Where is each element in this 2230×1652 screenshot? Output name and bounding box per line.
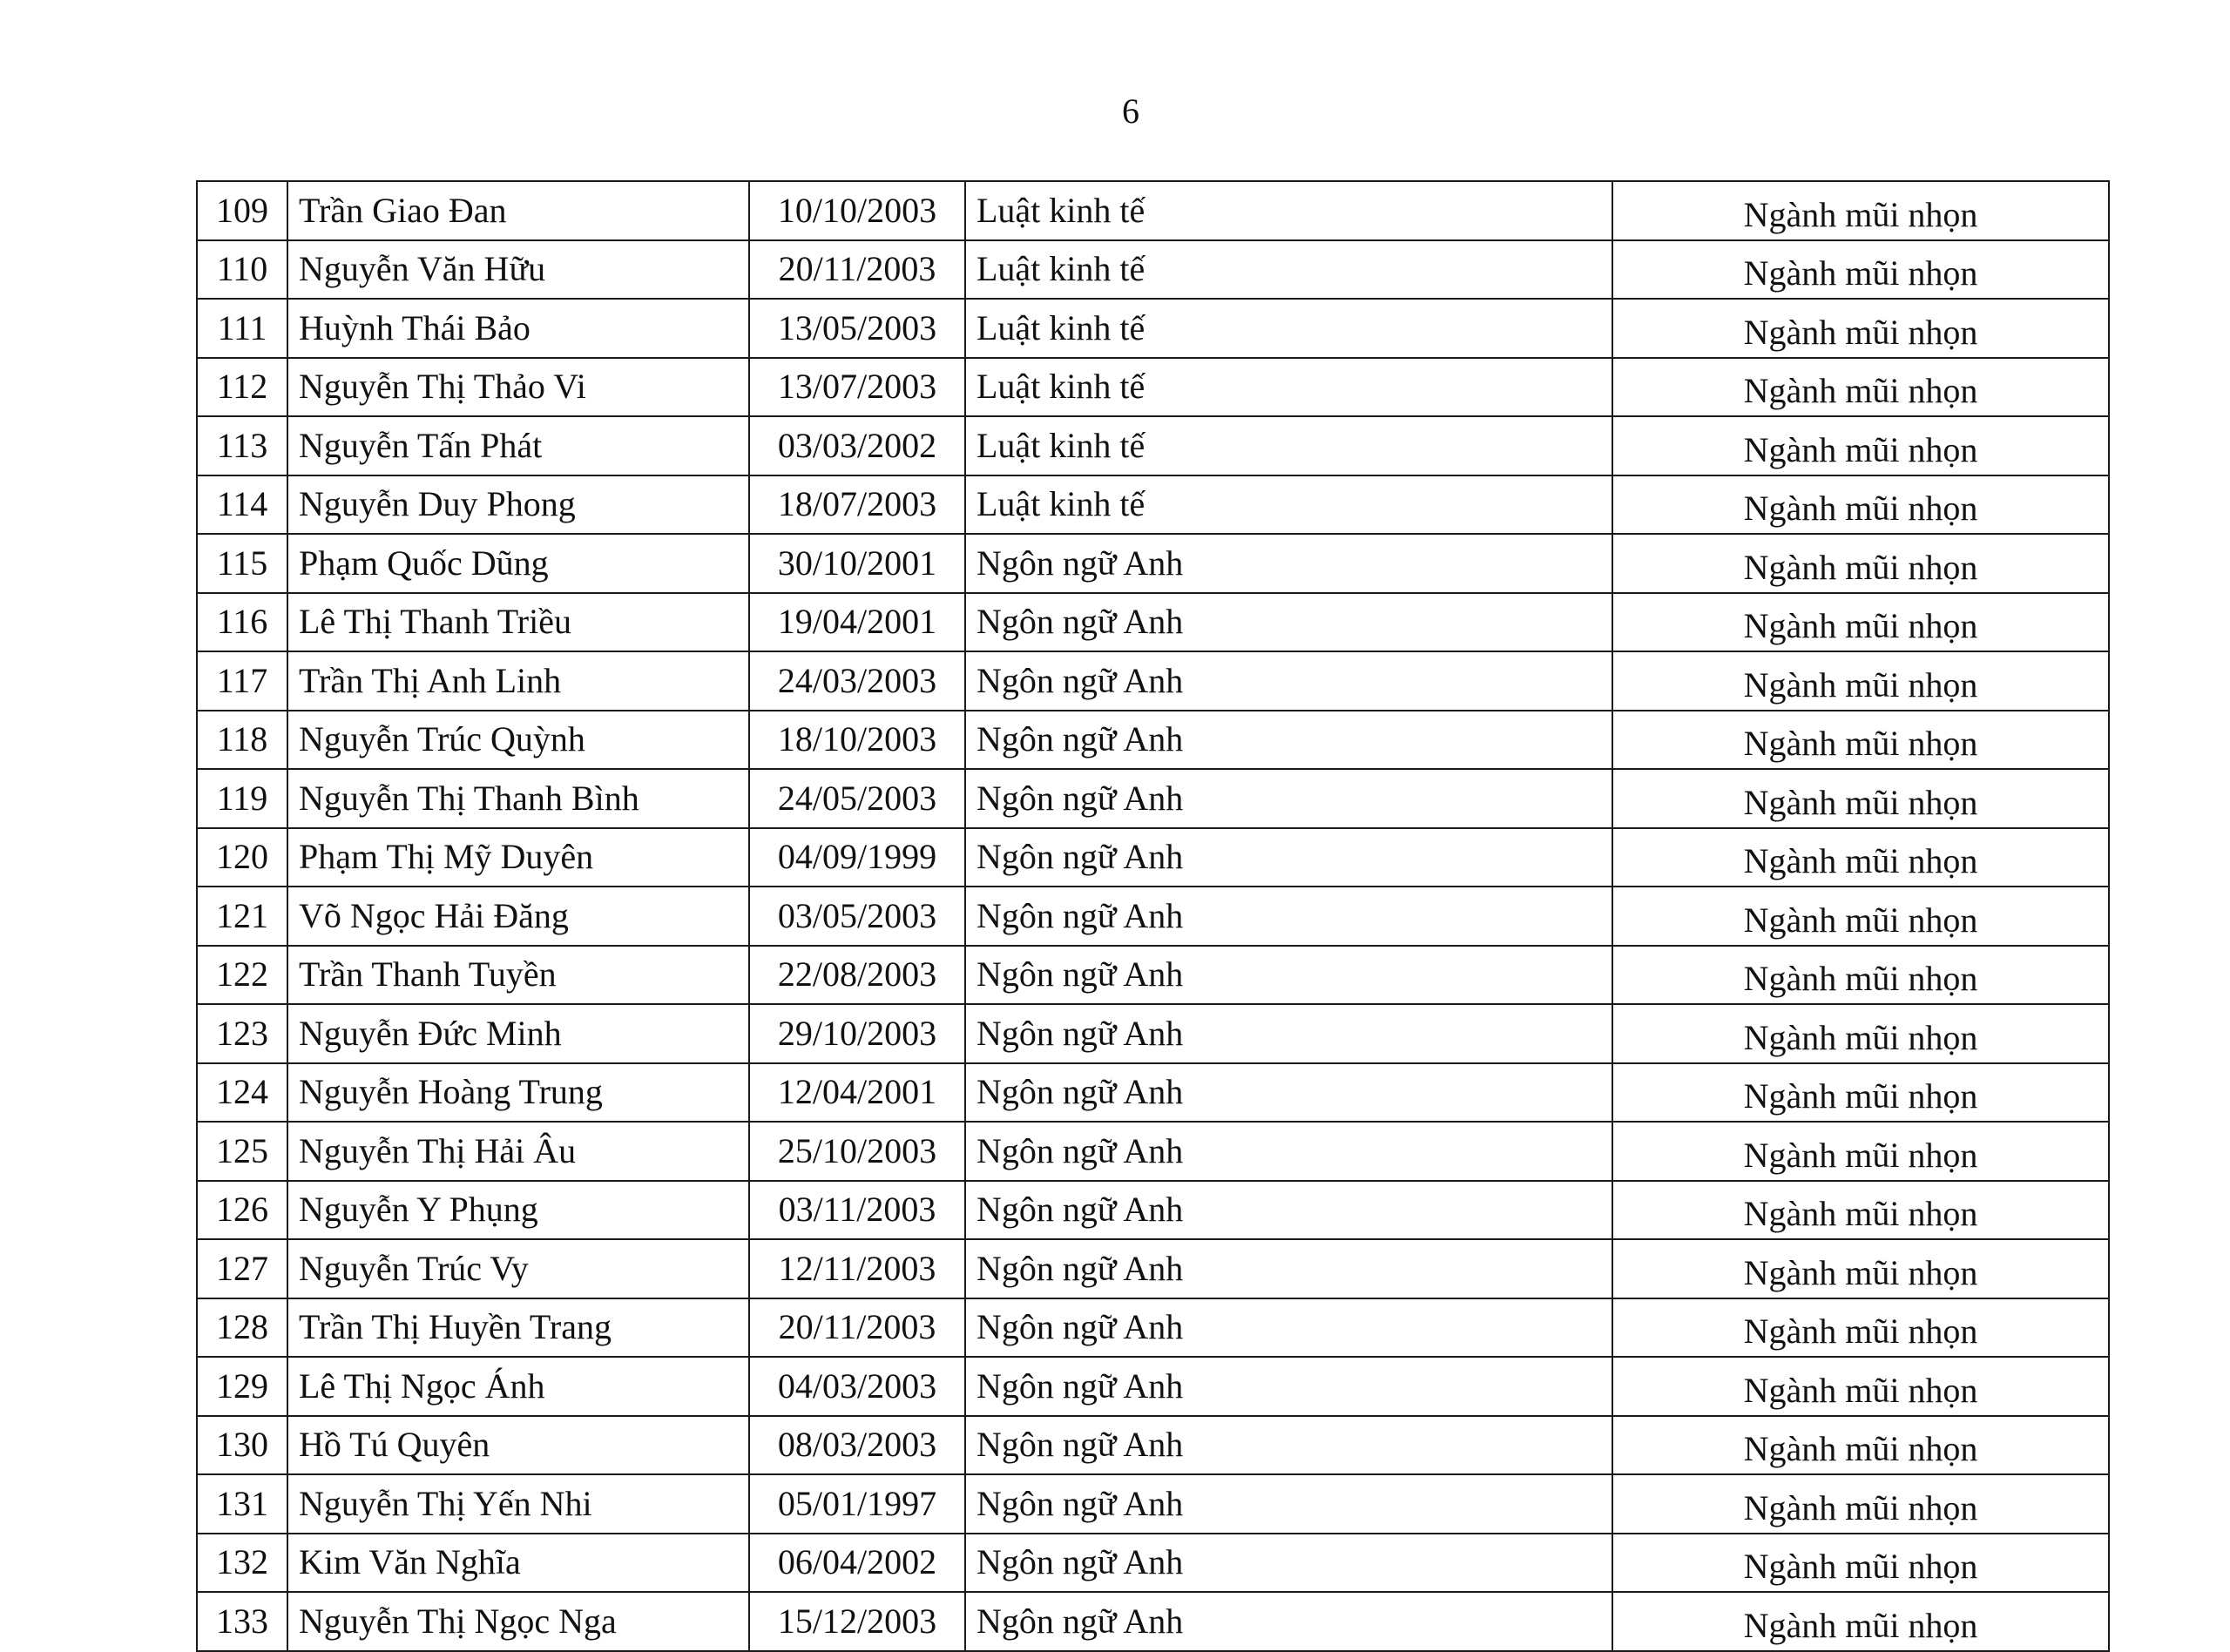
date-of-birth-cell: 05/01/1997: [749, 1474, 965, 1534]
table-row: [197, 1063, 2109, 1123]
row-number-cell: 114: [197, 475, 287, 535]
date-of-birth-cell: 30/10/2001: [749, 534, 965, 593]
row-number-cell: 127: [197, 1239, 287, 1298]
note-cell: Ngành mũi nhọn: [1612, 946, 2109, 1005]
student-name-cell: Phạm Quốc Dũng: [287, 534, 749, 593]
note-cell: Ngành mũi nhọn: [1612, 828, 2109, 887]
major-cell: Ngôn ngữ Anh: [965, 887, 1612, 946]
student-name-cell: Nguyễn Trúc Quỳnh: [287, 711, 749, 770]
student-table-body: [197, 181, 2109, 1651]
student-name-cell: Nguyễn Tấn Phát: [287, 416, 749, 475]
table-row: [197, 887, 2109, 946]
major-cell: Ngôn ngữ Anh: [965, 1063, 1612, 1123]
note-cell: Ngành mũi nhọn: [1612, 1122, 2109, 1181]
row-number-cell: 117: [197, 651, 287, 711]
date-of-birth-cell: 20/11/2003: [749, 240, 965, 300]
row-number-cell: 111: [197, 299, 287, 358]
table-row: [197, 1357, 2109, 1416]
date-of-birth-cell: 24/03/2003: [749, 651, 965, 711]
student-name-cell: Lê Thị Ngọc Ánh: [287, 1357, 749, 1416]
row-number-cell: 120: [197, 828, 287, 887]
note-cell: Ngành mũi nhọn: [1612, 1181, 2109, 1240]
major-cell: Ngôn ngữ Anh: [965, 1181, 1612, 1240]
table-row: [197, 1239, 2109, 1298]
table-row: [197, 240, 2109, 300]
major-cell: Ngôn ngữ Anh: [965, 1004, 1612, 1063]
date-of-birth-cell: 29/10/2003: [749, 1004, 965, 1063]
row-number-cell: 113: [197, 416, 287, 475]
note-cell: Ngành mũi nhọn: [1612, 358, 2109, 417]
date-of-birth-cell: 13/05/2003: [749, 299, 965, 358]
student-name-cell: Nguyễn Y Phụng: [287, 1181, 749, 1240]
student-name-cell: Nguyễn Thị Hải Âu: [287, 1122, 749, 1181]
major-cell: Luật kinh tế: [965, 416, 1612, 475]
row-number-cell: 132: [197, 1534, 287, 1593]
note-cell: Ngành mũi nhọn: [1612, 416, 2109, 475]
date-of-birth-cell: 18/07/2003: [749, 475, 965, 535]
table-row: [197, 651, 2109, 711]
student-name-cell: Nguyễn Hoàng Trung: [287, 1063, 749, 1123]
table-row: [197, 416, 2109, 475]
student-name-cell: Trần Thị Anh Linh: [287, 651, 749, 711]
major-cell: Ngôn ngữ Anh: [965, 946, 1612, 1005]
row-number-cell: 112: [197, 358, 287, 417]
date-of-birth-cell: 08/03/2003: [749, 1416, 965, 1475]
date-of-birth-cell: 03/05/2003: [749, 887, 965, 946]
date-of-birth-cell: 15/12/2003: [749, 1592, 965, 1651]
student-name-cell: Trần Thanh Tuyền: [287, 946, 749, 1005]
table-row: [197, 299, 2109, 358]
row-number-cell: 123: [197, 1004, 287, 1063]
note-cell: Ngành mũi nhọn: [1612, 1416, 2109, 1475]
table-row: [197, 1298, 2109, 1358]
note-cell: Ngành mũi nhọn: [1612, 1004, 2109, 1063]
student-name-cell: Huỳnh Thái Bảo: [287, 299, 749, 358]
row-number-cell: 109: [197, 181, 287, 240]
date-of-birth-cell: 04/09/1999: [749, 828, 965, 887]
row-number-cell: 133: [197, 1592, 287, 1651]
date-of-birth-cell: 03/11/2003: [749, 1181, 965, 1240]
row-number-cell: 121: [197, 887, 287, 946]
note-cell: Ngành mũi nhọn: [1612, 1534, 2109, 1593]
student-name-cell: Nguyễn Văn Hữu: [287, 240, 749, 300]
major-cell: Ngôn ngữ Anh: [965, 1416, 1612, 1475]
table-row: [197, 475, 2109, 535]
table-row: [197, 769, 2109, 828]
student-name-cell: Trần Thị Huyền Trang: [287, 1298, 749, 1358]
note-cell: Ngành mũi nhọn: [1612, 711, 2109, 770]
row-number-cell: 115: [197, 534, 287, 593]
note-cell: Ngành mũi nhọn: [1612, 240, 2109, 300]
table-row: [197, 181, 2109, 240]
major-cell: Ngôn ngữ Anh: [965, 1534, 1612, 1593]
student-name-cell: Nguyễn Trúc Vy: [287, 1239, 749, 1298]
row-number-cell: 118: [197, 711, 287, 770]
major-cell: Ngôn ngữ Anh: [965, 711, 1612, 770]
table-row: [197, 358, 2109, 417]
major-cell: Ngôn ngữ Anh: [965, 534, 1612, 593]
major-cell: Luật kinh tế: [965, 240, 1612, 300]
student-name-cell: Nguyễn Đức Minh: [287, 1004, 749, 1063]
student-name-cell: Nguyễn Thị Thanh Bình: [287, 769, 749, 828]
major-cell: Ngôn ngữ Anh: [965, 1298, 1612, 1358]
note-cell: Ngành mũi nhọn: [1612, 769, 2109, 828]
row-number-cell: 119: [197, 769, 287, 828]
row-number-cell: 125: [197, 1122, 287, 1181]
date-of-birth-cell: 12/11/2003: [749, 1239, 965, 1298]
table-row: [197, 593, 2109, 652]
date-of-birth-cell: 04/03/2003: [749, 1357, 965, 1416]
student-name-cell: Nguyễn Thị Ngọc Nga: [287, 1592, 749, 1651]
table-row: [197, 1534, 2109, 1593]
row-number-cell: 131: [197, 1474, 287, 1534]
note-cell: Ngành mũi nhọn: [1612, 651, 2109, 711]
page-number: 6: [1122, 91, 1139, 131]
note-cell: Ngành mũi nhọn: [1612, 1298, 2109, 1358]
date-of-birth-cell: 12/04/2001: [749, 1063, 965, 1123]
table-row: [197, 1181, 2109, 1240]
note-cell: Ngành mũi nhọn: [1612, 1063, 2109, 1123]
date-of-birth-cell: 03/03/2002: [749, 416, 965, 475]
note-cell: Ngành mũi nhọn: [1612, 181, 2109, 240]
student-name-cell: Nguyễn Thị Yến Nhi: [287, 1474, 749, 1534]
date-of-birth-cell: 18/10/2003: [749, 711, 965, 770]
row-number-cell: 128: [197, 1298, 287, 1358]
major-cell: Ngôn ngữ Anh: [965, 1592, 1612, 1651]
student-name-cell: Võ Ngọc Hải Đăng: [287, 887, 749, 946]
table-row: [197, 828, 2109, 887]
date-of-birth-cell: 06/04/2002: [749, 1534, 965, 1593]
row-number-cell: 130: [197, 1416, 287, 1475]
major-cell: Luật kinh tế: [965, 358, 1612, 417]
note-cell: Ngành mũi nhọn: [1612, 1474, 2109, 1534]
student-name-cell: Nguyễn Thị Thảo Vi: [287, 358, 749, 417]
row-number-cell: 129: [197, 1357, 287, 1416]
note-cell: Ngành mũi nhọn: [1612, 534, 2109, 593]
date-of-birth-cell: 13/07/2003: [749, 358, 965, 417]
major-cell: Luật kinh tế: [965, 181, 1612, 240]
row-number-cell: 126: [197, 1181, 287, 1240]
major-cell: Ngôn ngữ Anh: [965, 1357, 1612, 1416]
note-cell: Ngành mũi nhọn: [1612, 1592, 2109, 1651]
table-row: [197, 534, 2109, 593]
table-row: [197, 1122, 2109, 1181]
date-of-birth-cell: 22/08/2003: [749, 946, 965, 1005]
major-cell: Ngôn ngữ Anh: [965, 1474, 1612, 1534]
row-number-cell: 122: [197, 946, 287, 1005]
note-cell: Ngành mũi nhọn: [1612, 593, 2109, 652]
major-cell: Luật kinh tế: [965, 475, 1612, 535]
major-cell: Ngôn ngữ Anh: [965, 1122, 1612, 1181]
row-number-cell: 110: [197, 240, 287, 300]
note-cell: Ngành mũi nhọn: [1612, 1239, 2109, 1298]
date-of-birth-cell: 24/05/2003: [749, 769, 965, 828]
major-cell: Ngôn ngữ Anh: [965, 769, 1612, 828]
table-row: [197, 1474, 2109, 1534]
major-cell: Luật kinh tế: [965, 299, 1612, 358]
row-number-cell: 116: [197, 593, 287, 652]
major-cell: Ngôn ngữ Anh: [965, 651, 1612, 711]
student-name-cell: Kim Văn Nghĩa: [287, 1534, 749, 1593]
student-name-cell: Nguyễn Duy Phong: [287, 475, 749, 535]
row-number-cell: 124: [197, 1063, 287, 1123]
note-cell: Ngành mũi nhọn: [1612, 475, 2109, 535]
student-table: [196, 180, 2110, 1652]
date-of-birth-cell: 20/11/2003: [749, 1298, 965, 1358]
table-row: [197, 1416, 2109, 1475]
student-name-cell: Phạm Thị Mỹ Duyên: [287, 828, 749, 887]
date-of-birth-cell: 19/04/2001: [749, 593, 965, 652]
major-cell: Ngôn ngữ Anh: [965, 593, 1612, 652]
table-row: [197, 1004, 2109, 1063]
note-cell: Ngành mũi nhọn: [1612, 1357, 2109, 1416]
note-cell: Ngành mũi nhọn: [1612, 299, 2109, 358]
major-cell: Ngôn ngữ Anh: [965, 828, 1612, 887]
table-row: [197, 946, 2109, 1005]
date-of-birth-cell: 10/10/2003: [749, 181, 965, 240]
date-of-birth-cell: 25/10/2003: [749, 1122, 965, 1181]
student-name-cell: Lê Thị Thanh Triều: [287, 593, 749, 652]
note-cell: Ngành mũi nhọn: [1612, 887, 2109, 946]
major-cell: Ngôn ngữ Anh: [965, 1239, 1612, 1298]
table-row: [197, 1592, 2109, 1651]
student-name-cell: Trần Giao Đan: [287, 181, 749, 240]
student-name-cell: Hồ Tú Quyên: [287, 1416, 749, 1475]
table-row: [197, 711, 2109, 770]
